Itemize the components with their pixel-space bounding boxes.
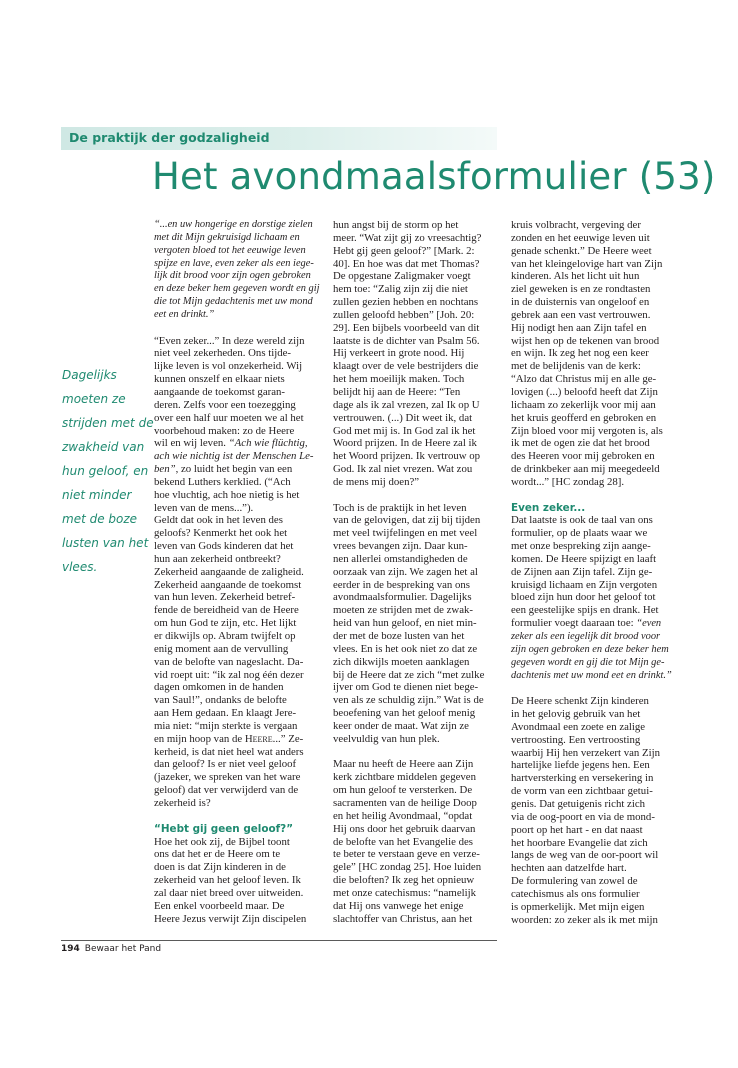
text-line: kerk zichtbare middelen gegeven bbox=[333, 771, 476, 784]
text-line: zal daar niet breed over uitweiden. bbox=[154, 886, 304, 899]
text-line: van de belofte van nageslacht. Da- bbox=[154, 655, 304, 668]
text-line: hechten aan datzelfde hart. bbox=[511, 862, 627, 875]
text-line: geloofs? Kenmerkt het ook het bbox=[154, 527, 288, 540]
text-line: spijze en lave, even zeker als een iege- bbox=[154, 257, 314, 269]
text-line: hun angst bij de storm op het bbox=[333, 219, 459, 231]
text-line: eerder in de bespreking van ons bbox=[333, 578, 471, 591]
text-line: 40]. En hoe was dat met Thomas? bbox=[333, 257, 480, 270]
text-line: “Alzo dat Christus mij en alle ge- bbox=[511, 373, 657, 386]
text-line: veelvuldig van hun plek. bbox=[333, 732, 440, 745]
text-line: bij de Heere dat ze zich “met zulke bbox=[333, 668, 485, 681]
page-footer bbox=[61, 944, 161, 954]
text-line: over een half uur moeten we al het bbox=[154, 411, 304, 424]
text-line: genade schenkt.” De Heere weet bbox=[511, 244, 652, 257]
text-line: bekend Luthers kerklied. (“Ach bbox=[154, 475, 291, 488]
text-line: langs de weg van de oor-poort wil bbox=[511, 849, 659, 862]
paragraph bbox=[333, 502, 498, 746]
column-3 bbox=[511, 219, 679, 926]
text-line: Dagelijks bbox=[62, 368, 117, 382]
text-line: leven van de mens...”). bbox=[154, 501, 254, 514]
text-line: belijdt hij aan de Heere: “Ten bbox=[333, 385, 461, 398]
text-line: vrees bevangen zijn. Daar kun- bbox=[333, 540, 468, 553]
text-line: gegeven wordt en gij die tot Mijn ge- bbox=[511, 656, 665, 668]
text-line: het Woord prijzen. Ik vertrouw op bbox=[333, 450, 481, 463]
text-line: komen. De Heere spijzigt en laaft bbox=[511, 552, 657, 565]
text-line: zullen gezien hebben en nochtans bbox=[333, 296, 479, 309]
text-line: deren. Zelfs voor een toezegging bbox=[154, 398, 296, 411]
text-line: de vorm van een zichtbaar getui- bbox=[511, 785, 653, 798]
text-line: waarbij Hij hen verzekert van Zijn bbox=[511, 746, 660, 759]
text-line: met veel twijfelingen en met veel bbox=[333, 527, 478, 540]
text-line: Avondmaal een zoete en zalige bbox=[511, 720, 646, 733]
text-line: moeten ze bbox=[62, 392, 126, 406]
text-line: formulier, op de plaats waar we bbox=[511, 527, 648, 540]
text-line: de drinkbeker aan mij meegedeeld bbox=[511, 463, 660, 476]
text-line: Dat laatste is ook de taal van ons bbox=[511, 514, 653, 527]
text-line: Maar nu heeft de Heere aan Zijn bbox=[333, 758, 474, 771]
paragraph bbox=[154, 836, 319, 926]
text-line: hem toe: “Zalig zijn zij die niet bbox=[333, 283, 468, 296]
text-line: is opmerkelijk. Met mijn eigen bbox=[511, 900, 645, 913]
column-1 bbox=[154, 219, 319, 925]
text-line: dan geloof? Is er niet veel geloof bbox=[154, 758, 297, 771]
text-line: zullen geloofd hebben” [Joh. 20: bbox=[333, 308, 475, 321]
text-line: met de boze bbox=[62, 512, 138, 526]
text-line: de mens mij doen?” bbox=[333, 475, 420, 488]
text-line: vertroosting. Een vertroosting bbox=[511, 733, 641, 746]
text-line: 29]. Een bijbels voorbeeld van dit bbox=[333, 321, 480, 334]
text-line: het hem moeilijk maken. Toch bbox=[333, 373, 465, 386]
text-line: een geestelijke spijs en drank. Het bbox=[511, 604, 659, 617]
text-line: niet minder bbox=[62, 488, 132, 502]
text-line: poort op het hart - en dat naast bbox=[511, 823, 643, 836]
text-line: wordt...” [HC zondag 28]. bbox=[511, 475, 625, 488]
text-line: “Even zeker...” In deze wereld zijn bbox=[154, 334, 305, 347]
text-line: avondmaalsformulier. Dagelijks bbox=[333, 591, 472, 604]
text-line: van hun leven. Zekerheid betref- bbox=[154, 591, 296, 604]
text-line: kunnen onszelf en elkaar niets bbox=[154, 373, 285, 386]
text-line: vertrouwen. (...) Dit weet ik, dat bbox=[333, 411, 473, 424]
page-number: 194 bbox=[61, 944, 80, 954]
text-line: Zekerheid aangaande de zaligheid. bbox=[154, 565, 304, 578]
text-line: om hun geloof te versterken. De bbox=[333, 784, 473, 797]
text-line: hartversterking en versekering in bbox=[511, 772, 654, 785]
text-line: lijke leven is vol onzekerheid. Wij bbox=[154, 360, 303, 373]
text-line: keer onder de maat. Wat zijn ze bbox=[333, 719, 469, 732]
text-line: dage als ik zal vrezen, zal Ik op U bbox=[333, 398, 480, 411]
text-line: en wijn. Ik zeg het nog een keer bbox=[511, 347, 649, 360]
text-line: kruisigd lichaam en Zijn vergoten bbox=[511, 578, 658, 591]
section-label: De praktijk der godzaligheid bbox=[69, 130, 270, 145]
text-line: in het gelovig gebruik van het bbox=[511, 708, 641, 721]
text-line: lijk dit brood voor zijn ogen gebroken bbox=[154, 270, 311, 282]
subheading-even-zeker: Even zeker... bbox=[511, 501, 586, 514]
text-line: het hoorbare Evangelie dat zich bbox=[511, 836, 648, 849]
text-line: leven van Gods kinderen dat het bbox=[154, 540, 294, 553]
text-line: Toch is de praktijk in het leven bbox=[333, 501, 467, 514]
text-line: Hij verkeert in grote nood. Hij bbox=[333, 347, 465, 360]
text-line: Zekerheid aangaande de toekomst bbox=[154, 578, 302, 591]
text-line: er dikwijls op. Abram twijfelt op bbox=[154, 630, 296, 642]
text-line: vlees. bbox=[62, 560, 98, 574]
text-line: catechismus als ons formulier bbox=[511, 887, 640, 900]
text-line: dagen omkomen in de handen bbox=[154, 681, 284, 694]
text-line: om hun God te zijn, etc. Het lijkt bbox=[154, 617, 297, 630]
text-line: gebrek aan een vast vertrouwen. bbox=[511, 308, 651, 321]
text-line: fende de bereidheid van de Heere bbox=[154, 604, 299, 617]
text-line: niet veel zekerheden. Ons tijde- bbox=[154, 347, 292, 360]
text-line: die tot Mijn gedachtenis met uw mond bbox=[154, 296, 313, 308]
text-line: en het heilig Avondmaal, “opdat bbox=[333, 809, 473, 822]
column-2 bbox=[333, 219, 498, 925]
paragraph: Dat laatste is ook de taal van ons formulier, op de plaats waar we met onze bespreking zijn aange- komen. De Heere spijzigt en laaft de Zijnen aan Zijn tafel. Zijn ge- kruisigd lichaam en Zijn vergoten bloed zijn hun door het geloof tot een geestelijke spijs en drank. Het formulier voegt daaraan toe: “even zeker als een iegelijk dit brood voor zijn ogen gebroken en deze beker hem gegeven wordt en gij die tot Mijn ge- dachtenis met uw mond eet en drinkt.” bbox=[511, 514, 679, 682]
text-line: gele” [HC zondag 25]. Hoe luiden bbox=[333, 861, 482, 874]
subheading-geloof: “Hebt gij geen geloof?” bbox=[154, 822, 294, 835]
text-line: bloed zijn hun door het geloof tot bbox=[511, 591, 656, 604]
text-line: dat Hij ons vanwege het enige bbox=[333, 899, 464, 912]
text-line: in de duisternis van ongeloof en bbox=[511, 296, 650, 309]
text-line: genis. Dat getuigenis richt zich bbox=[511, 797, 646, 810]
text-line: Hij nodigt hen aan Zijn tafel en bbox=[511, 321, 647, 334]
text-line: van het kleingelovige hart van Zijn bbox=[511, 257, 663, 270]
paragraph bbox=[511, 695, 679, 926]
paragraph bbox=[511, 219, 679, 489]
opening-quote bbox=[154, 219, 319, 322]
text-line: hartelijke liefde jegens hen. Een bbox=[511, 759, 650, 772]
text-line: sacramenten van de heilige Doop bbox=[333, 796, 477, 809]
text-line: aangaande de toekomst garan- bbox=[154, 385, 286, 398]
text-line: en deze beker hem gegeven wordt en gij bbox=[154, 283, 320, 295]
paragraph: “Even zeker...” In deze wereld zijn niet veel zekerheden. Ons tijde- lijke leven is vol onzekerheid. Wij kunnen onszelf en elkaar niets aangaande de toekomst garan- deren. Zelfs voor een toezegging over een half uur moeten we al het voorbehoud maken: zo de Heere wil en wij leven. “Ach wie flüchtig, ach wie nichtig ist der Menschen Le- ben”, zo luidt het begin van een bekend Luthers kerklied. (“Ach hoe vluchtig, ach hoe nietig is het leven van de mens...”). Geldt dat ook in het leven des geloofs? Kenmerkt het ook het leven van Gods kinderen dat het hun aan zekerheid ontbreekt? Zekerheid aangaande de zaligheid. Zekerheid aangaande de toekomst van hun leven. Zekerheid betref- fende de bereidheid van de Heere om hun God te zijn, etc. Het lijkt er dikwijls op. Abram twijfelt op enig moment aan de vervulling van de belofte van nageslacht. Da- vid roept uit: “ik zal nog één dezer dagen omkomen in de handen van Saul!”, ondanks de belofte aan Hem gedaan. En klaagt Jere- mia niet: “mijn sterkte is vergaan en mijn hoop van de Heere...” Ze- kerheid, is dat niet heel wat anders dan geloof? Is er niet veel geloof (jazeker, we spreken van het ware geloof) dat ver verwijderd van de zekerheid is? bbox=[154, 335, 319, 810]
text-line: via de oog-poort en via de mond- bbox=[511, 810, 655, 823]
text-line: zich dikwijls moeten aanklagen bbox=[333, 655, 470, 668]
pull-quote bbox=[62, 363, 154, 579]
text-line: vid roept uit: “ik zal nog één dezer bbox=[154, 668, 304, 681]
text-line: meer. “Wat zijt gij zo vreesachtig? bbox=[333, 231, 482, 244]
text-line: “...en uw hongerige en dorstige zielen bbox=[154, 219, 313, 230]
text-line: ons dat het er de Heere om te bbox=[154, 848, 281, 861]
text-line: zeker als een iegelijk dit brood voor bbox=[511, 631, 661, 642]
footer-rule bbox=[61, 940, 497, 941]
text-line: laatste is de dichter van Psalm 56. bbox=[333, 334, 480, 347]
text-line: oorzaak van zijn. We zagen het al bbox=[333, 565, 478, 578]
text-line: Zijn bloed voor mij vergoten is, als bbox=[511, 424, 663, 437]
text-line: hun aan zekerheid ontbreekt? bbox=[154, 552, 281, 565]
text-line: Hoe het ook zij, de Bijbel toont bbox=[154, 835, 290, 848]
text-line: Heere Jezus verwijt Zijn discipelen bbox=[154, 912, 307, 925]
text-line: met dit Mijn gekruisigd lichaam en bbox=[154, 231, 300, 243]
text-line: met onze catechismus: “namelijk bbox=[333, 886, 477, 899]
text-line: zwakheid van bbox=[62, 440, 145, 454]
text-line: voorbehoud maken: zo de Heere bbox=[154, 424, 295, 437]
text-line: van de gelovigen, dat zij bij tijden bbox=[333, 514, 481, 527]
text-line: kinderen. Als het licht uit hun bbox=[511, 270, 640, 283]
text-line: des Heeren voor mij gebroken en bbox=[511, 450, 655, 463]
text-line: dachtenis met uw mond eet en drinkt.” bbox=[511, 669, 672, 681]
text-line: nen allerlei omstandigheden de bbox=[333, 552, 468, 565]
text-line: aan Hem gedaan. En klaagt Jere- bbox=[154, 707, 297, 720]
text-line: met de belijdenis van de kerk: bbox=[511, 360, 641, 373]
text-line: zonden en het eeuwige leven uit bbox=[511, 231, 650, 244]
text-line: ven als ze schuldig zijn.” Wat is de bbox=[333, 694, 484, 707]
text-line: heid van hun geloof, en niet min- bbox=[333, 617, 477, 630]
text-line: Geldt dat ook in het leven des bbox=[154, 514, 283, 527]
text-line: die beloften? Ik zeg het opnieuw bbox=[333, 874, 475, 887]
text-line: woorden: zo zeker als ik met mijn bbox=[511, 913, 658, 926]
paragraph bbox=[333, 758, 498, 925]
text-line: klaagt over de vele bestrijders die bbox=[333, 360, 479, 373]
text-line: God met mij is. In God zal ik het bbox=[333, 424, 476, 437]
text-line: ijver om God te dienen niet bege- bbox=[333, 681, 479, 694]
text-line: (jazeker, we spreken van het ware bbox=[154, 771, 301, 784]
text-line: slachtoffer van Christus, aan het bbox=[333, 912, 473, 925]
text-line: doen is dat Zijn kinderen in de bbox=[154, 861, 286, 874]
text-line: enig moment aan de vervulling bbox=[154, 642, 289, 655]
text-line: lovigen (...) beloofd heeft dat Zijn bbox=[511, 385, 658, 398]
text-line: vergoten bloed tot het eeuwige leven bbox=[154, 244, 306, 256]
text-line: moeten ze strijden met de zwak- bbox=[333, 604, 474, 617]
text-line: Een enkel voorbeeld maar. De bbox=[154, 899, 285, 912]
article-title: Het avondmaalsformulier (53) bbox=[152, 155, 716, 198]
text-line: Hebt gij geen geloof?” [Mark. 2: bbox=[333, 244, 475, 257]
text-line: te beter te verstaan geve en verze- bbox=[333, 848, 480, 861]
text-line: het kruis geofferd en gebroken en bbox=[511, 411, 657, 424]
text-line: Hij ons door het gebruik daarvan bbox=[333, 822, 476, 835]
text-line: van Saul!”, ondanks de belofte bbox=[154, 694, 287, 707]
text-line: eet en drinkt.” bbox=[154, 308, 215, 320]
text-line: God. Ik zal niet vrezen. Wat zou bbox=[333, 463, 473, 476]
text-line: beoefening van het geloof menig bbox=[333, 707, 476, 720]
text-line: Woord prijzen. In de Heere zal ik bbox=[333, 437, 477, 450]
text-line: zekerheid is? bbox=[154, 796, 211, 809]
text-line: ziel geweken is en ze rondtasten bbox=[511, 283, 651, 296]
text-line: lusten van het bbox=[62, 536, 149, 550]
text-line: De Heere schenkt Zijn kinderen bbox=[511, 695, 649, 708]
text-line: de Zijnen aan Zijn tafel. Zijn ge- bbox=[511, 565, 653, 578]
text-line: de belofte van het Evangelie des bbox=[333, 835, 474, 848]
text-line: kruis volbracht, vergeving der bbox=[511, 219, 641, 231]
text-line: ik met de ogen zie dat het brood bbox=[511, 437, 650, 450]
text-line: zijn ogen gebroken en deze beker hem bbox=[511, 643, 669, 655]
text-line: De opgestane Zaligmaker voegt bbox=[333, 270, 471, 283]
text-line: geloof) dat ver verwijderd van de bbox=[154, 784, 299, 797]
text-line: lichaam zo zekerlijk voor mij aan bbox=[511, 398, 656, 411]
text-line: hun geloof, en bbox=[62, 464, 149, 478]
text-line: met onze bespreking zijn aange- bbox=[511, 540, 651, 553]
text-line: zekerheid van het geloof leven. Ik bbox=[154, 874, 301, 887]
text-line: strijden met de bbox=[62, 416, 154, 430]
text-line: wijst hen op de tekenen van brood bbox=[511, 334, 660, 347]
text-line: vlees. En is het ook niet zo dat ze bbox=[333, 642, 478, 655]
text-line: De formulering van zowel de bbox=[511, 875, 638, 888]
text-line: der met de boze lusten van het bbox=[333, 630, 465, 642]
paragraph bbox=[333, 219, 498, 489]
text-line: hoe vluchtig, ach hoe nietig is het bbox=[154, 488, 300, 501]
publication-name: Bewaar het Pand bbox=[84, 944, 162, 954]
text-line: kerheid, is dat niet heel wat anders bbox=[154, 745, 304, 758]
